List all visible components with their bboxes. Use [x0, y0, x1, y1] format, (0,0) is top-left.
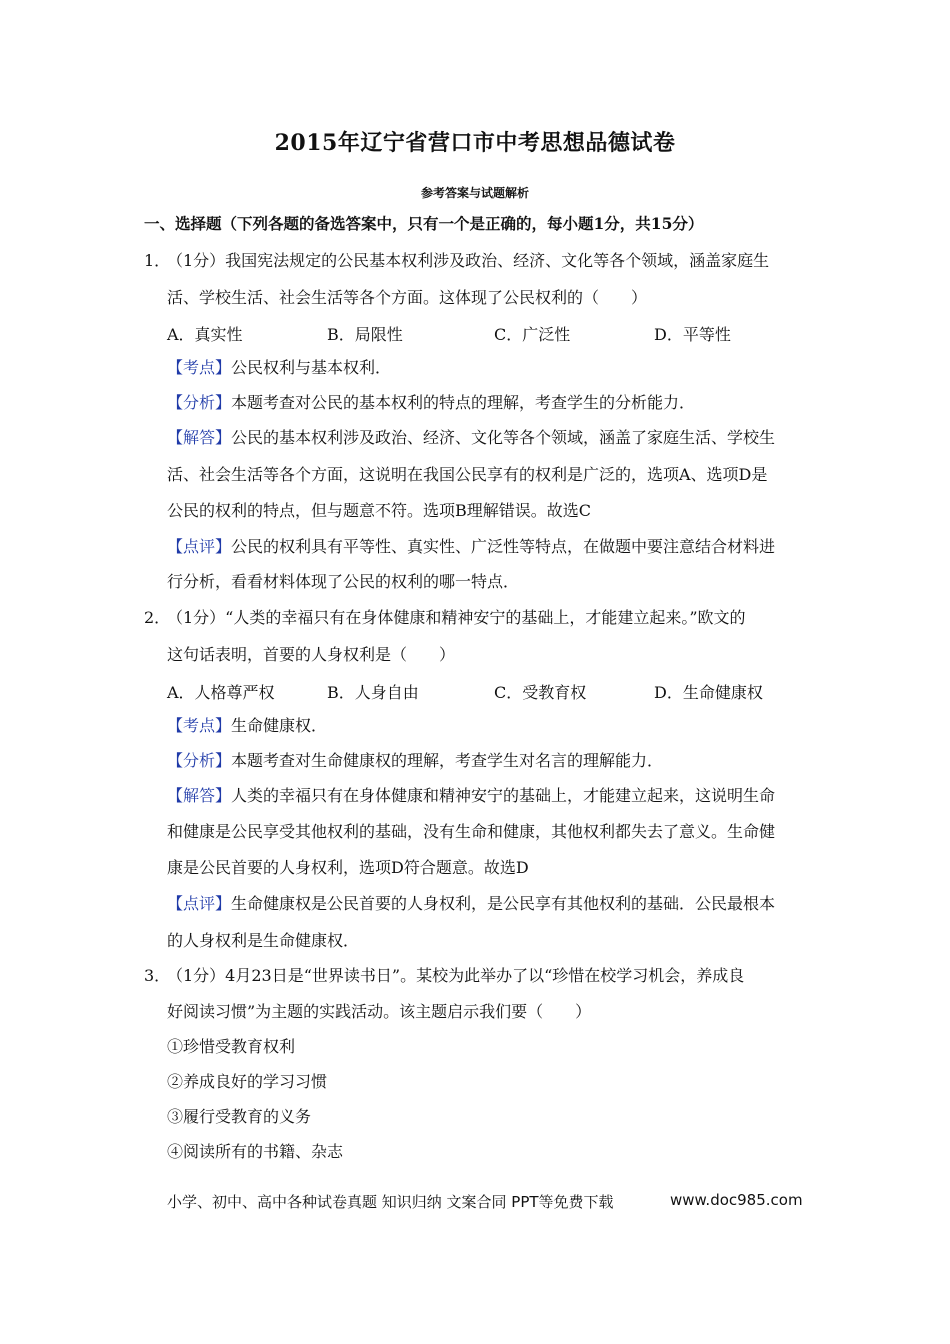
dianping-tag: 【点评】: [167, 894, 232, 913]
question-3-item-3: ③履行受教育的义务: [167, 1107, 312, 1126]
page-subtitle: 参考答案与试题解析: [420, 186, 529, 200]
kaodian-text: 生命健康权．: [231, 716, 328, 735]
question-2-option-a: A．人格尊严权: [167, 683, 275, 702]
question-3-number: 3．: [144, 966, 171, 985]
dianping-text-line1: 公民的权利具有平等性、真实性、广泛性等特点，在做题中要注意结合材料进: [231, 537, 776, 556]
question-3-stem-line2: 好阅读习惯”为主题的实践活动。该主题启示我们要（ ）: [167, 1002, 592, 1021]
kaodian-tag: 【考点】: [167, 358, 232, 377]
question-2-jieda: [167, 786, 775, 806]
jieda-text-line1: 人类的幸福只有在身体健康和精神安宁的基础上，才能建立起来，这说明生命: [231, 786, 776, 805]
question-3-stem-line1: （1分）4月23日是“世界读书日”。某校为此举办了以“珍惜在校学习机会，养成良: [167, 966, 745, 985]
question-2-dianping-line2: 的人身权利是生命健康权．: [167, 931, 360, 950]
fenxi-text: 本题考查对公民的基本权利的特点的理解，考查学生的分析能力．: [231, 393, 696, 412]
question-3-item-1: ①珍惜受教育权利: [167, 1037, 296, 1056]
question-1-stem-line1: （1分）我国宪法规定的公民基本权利涉及政治、经济、文化等各个领域，涵盖家庭生: [167, 251, 770, 270]
question-1-jieda-line3: 公民的权利的特点，但与题意不符。选项B理解错误。故选C: [167, 501, 592, 520]
dianping-tag: 【点评】: [167, 537, 232, 556]
question-1-option-c: C．广泛性: [494, 325, 571, 344]
question-1-kaodian: [167, 358, 391, 378]
jieda-text-line1: 公民的基本权利涉及政治、经济、文化等各个领域，涵盖了家庭生活、学校生: [231, 428, 776, 447]
question-2-stem-line2: 这句话表明，首要的人身权利是（ ）: [167, 645, 456, 664]
page-title: 2015年辽宁省营口市中考思想品德试卷: [274, 130, 676, 156]
question-3-item-2: ②养成良好的学习习惯: [167, 1072, 328, 1091]
question-2-option-d: D．生命健康权: [654, 683, 763, 702]
fenxi-text: 本题考查对生命健康权的理解，考查学生对名言的理解能力．: [231, 751, 664, 770]
question-2-option-c: C．受教育权: [494, 683, 587, 702]
fenxi-tag: 【分析】: [167, 751, 232, 770]
question-2-jieda-line3: 康是公民首要的人身权利，选项D符合题意。故选D: [167, 858, 529, 877]
dianping-text-line1: 生命健康权是公民首要的人身权利，是公民享有其他权利的基础．公民最根本: [231, 894, 776, 913]
question-1-stem-line2: 活、学校生活、社会生活等各个方面。这体现了公民权利的（ ）: [167, 288, 648, 307]
question-3-item-4: ④阅读所有的书籍、杂志: [167, 1142, 344, 1161]
footer-url-link[interactable]: www.doc985.com: [670, 1191, 803, 1209]
question-2-jieda-line2: 和健康是公民享受其他权利的基础，没有生命和健康，其他权利都失去了意义。生命健: [167, 822, 776, 841]
question-1-jieda: [167, 428, 775, 448]
question-2-fenxi: [167, 751, 663, 771]
question-1-option-d: D．平等性: [654, 325, 731, 344]
section-heading: 一、选择题（下列各题的备选答案中，只有一个是正确的，每小题1分，共15分）: [144, 214, 704, 233]
question-2-stem-line1: （1分）“人类的幸福只有在身体健康和精神安宁的基础上，才能建立起来。”欧文的: [167, 608, 746, 627]
question-1-fenxi: [167, 393, 695, 413]
kaodian-text: 公民权利与基本权利．: [231, 358, 392, 377]
question-1-dianping: [167, 537, 775, 557]
kaodian-tag: 【考点】: [167, 716, 232, 735]
question-2-dianping: [167, 894, 775, 914]
question-2-option-b: B．人身自由: [327, 683, 419, 702]
question-1-number: 1．: [144, 251, 171, 270]
page-footer: [167, 1191, 803, 1212]
question-1-jieda-line2: 活、社会生活等各个方面，这说明在我国公民享有的权利是广泛的，选项A、选项D是: [167, 465, 768, 484]
question-1-dianping-line2: 行分析，看看材料体现了公民的权利的哪一特点．: [167, 572, 520, 591]
jieda-tag: 【解答】: [167, 786, 232, 805]
fenxi-tag: 【分析】: [167, 393, 232, 412]
footer-text: 小学、初中、高中各种试卷真题 知识归纳 文案合同 PPT等免费下载: [167, 1193, 614, 1211]
question-1-option-b: B．局限性: [327, 325, 403, 344]
question-2-number: 2．: [144, 608, 171, 627]
question-1-option-a: A．真实性: [167, 325, 243, 344]
question-2-kaodian: [167, 716, 327, 736]
jieda-tag: 【解答】: [167, 428, 232, 447]
